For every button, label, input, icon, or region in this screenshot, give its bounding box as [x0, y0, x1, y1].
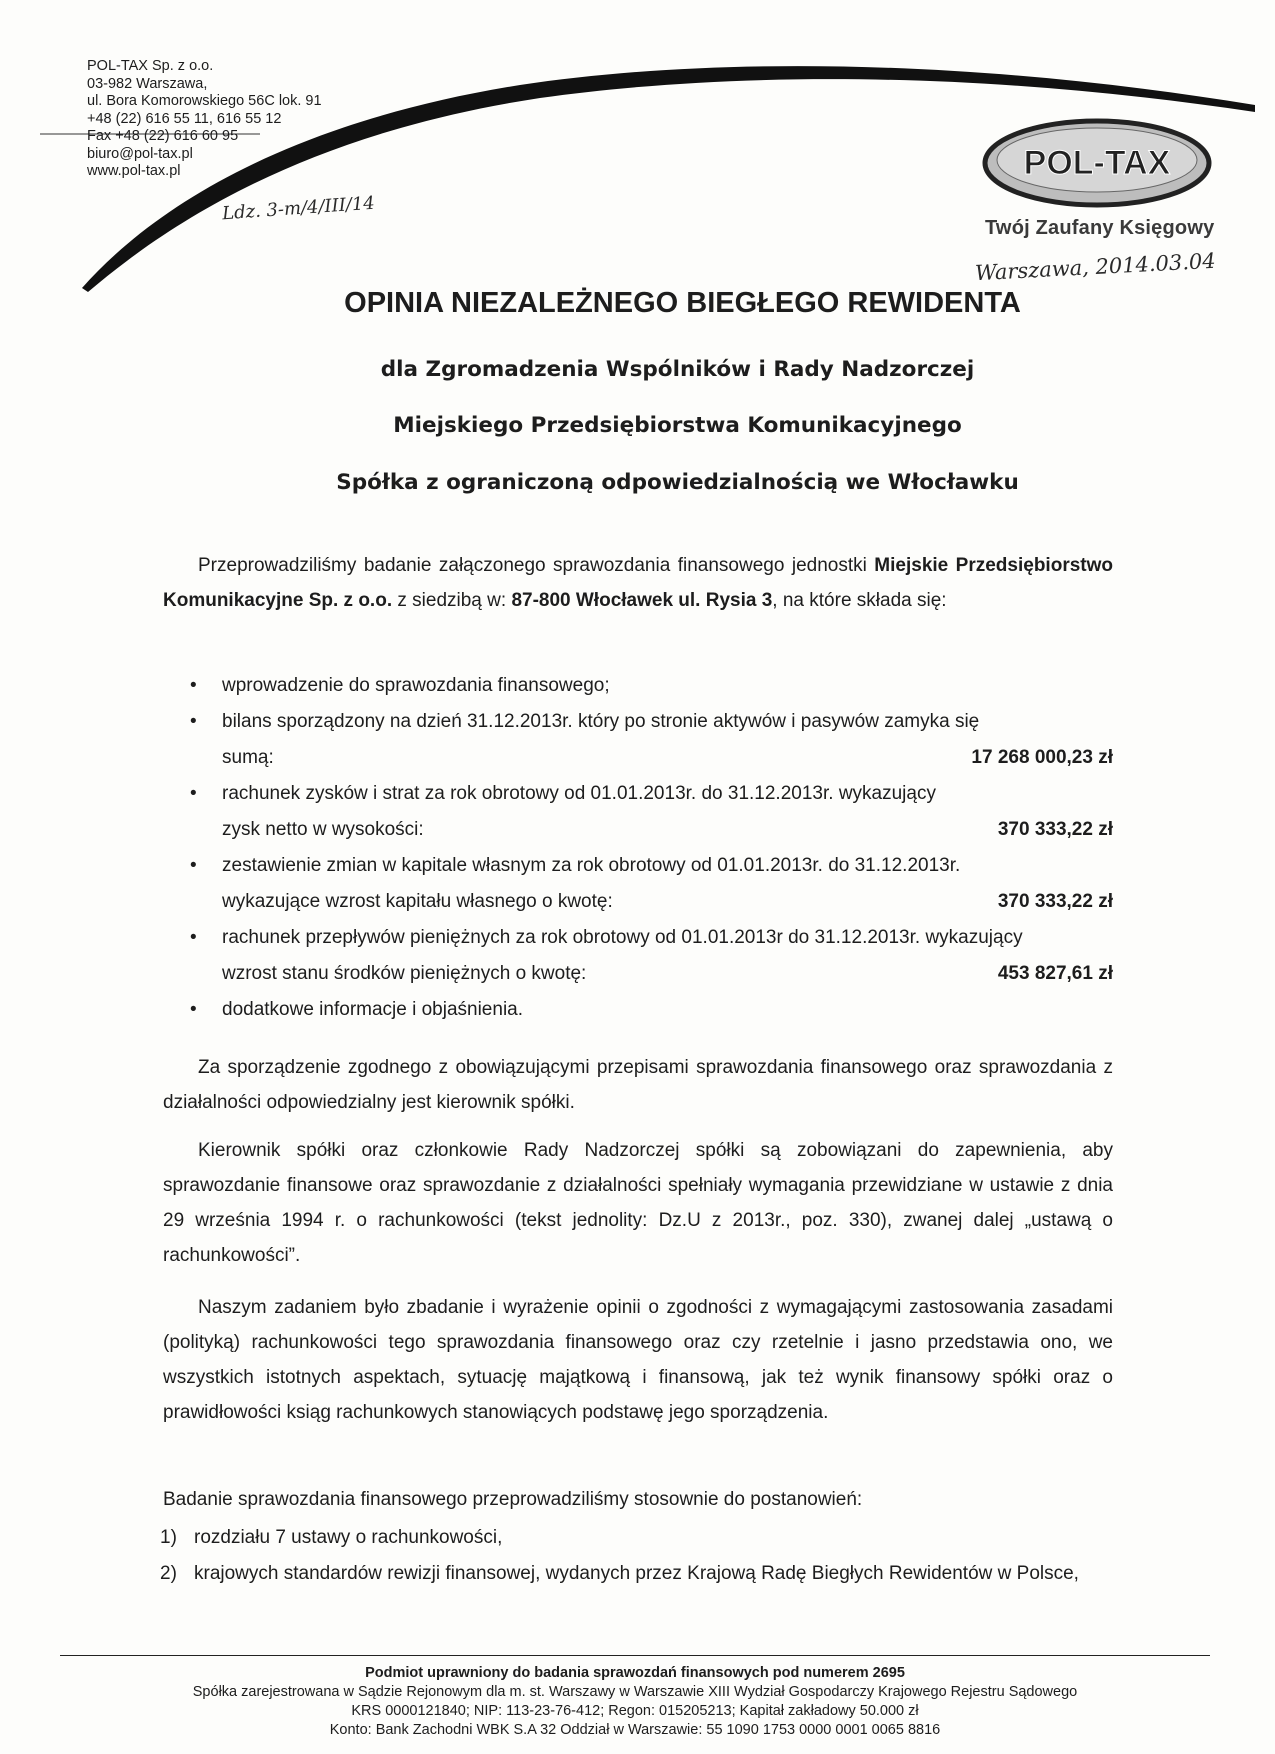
logo-tagline: Twój Zaufany Księgowy — [985, 217, 1215, 239]
cash-increase-amount: 453 827,61 zł — [997, 963, 1113, 984]
footer-line-3: KRS 0000121840; NIP: 113-23-76-412; Regon: 015205213; Kapitał zakładowy 50.000 zł — [351, 1703, 919, 1719]
subtitle-line-3: Spółka z ograniczoną odpowiedzialnością we Włocławku — [336, 470, 1019, 495]
list-item: • bilans sporządzony na dzień 31.12.2013r. który po stronie aktywów i pasywów zamyka się sumą: 17 268 000,23 zł — [190, 704, 1113, 776]
list-item: • zestawienie zmian w kapitale własnym za rok obrotowy od 01.01.2013r. do 31.12.2013r. wykazujące wzrost kapitału własnego o kwotę: 370 333,22 zł — [190, 848, 1113, 920]
equity-increase-amount: 370 333,22 zł — [997, 891, 1113, 912]
list-item: • rachunek przepływów pieniężnych za rok obrotowy od 01.01.2013r do 31.12.2013r. wykazujący wzrost stanu środków pieniężnych o kwotę: 453 827,61 zł — [190, 920, 1113, 992]
handwritten-reference: Ldz. 3-m/4/III/14 — [221, 192, 376, 225]
document-title: OPINIA NIEZALEŻNEGO BIEGŁEGO REWIDENTA — [344, 287, 1021, 319]
company-website: www.pol-tax.pl — [87, 163, 181, 179]
basis-paragraph: Badanie sprawozdania finansowego przeprowadziliśmy stosownie do postanowień: — [163, 1489, 863, 1510]
obligation-paragraph: Kierownik spółki oraz członkowie Rady Nadzorczej spółki są zobowiązani do zapewnienia, aby sprawozdanie finansowe oraz sprawozdanie z działalności spełniały wymagania przewidziane w ustawie z dnia 29 września 1994 r. o rachunkowości (tekst jednolity: Dz.U z 2013r., poz. 330), zwanej dalej „ustawą o rachunkowości”. — [163, 1140, 1113, 1266]
pol-tax-logo — [975, 118, 1215, 228]
company-address-block — [87, 58, 322, 181]
footer-line-4: Konto: Bank Zachodni WBK S.A 32 Oddział w Warszawie: 55 1090 1753 0000 0001 0065 8816 — [329, 1722, 941, 1738]
subtitle-line-2: Miejskiego Przedsiębiorstwa Komunikacyjnego — [393, 413, 962, 438]
list-item: • dodatkowe informacje i objaśnienia. — [190, 992, 1113, 1028]
subtitle-line-1: dla Zgromadzenia Wspólników i Rady Nadzorczej — [380, 357, 975, 382]
handwritten-date: Warszawa, 2014.03.04 — [974, 248, 1217, 286]
statement-components-list — [190, 668, 1113, 1028]
company-street: ul. Bora Komorowskiego 56C lok. 91 — [87, 93, 322, 109]
intro-paragraph: Przeprowadziliśmy badanie załączonego sprawozdania finansowego jednostki Miejskie Przedsiębiorstwo Komunikacyjne Sp. z o.o. z siedzibą w: 87-800 Włocławek ul. Rysia 3, na które składa się: — [163, 555, 1113, 611]
responsibility-paragraph: Za sporządzenie zgodnego z obowiązującymi przepisami sprawozdania finansowego oraz sprawozdania z działalności odpowiedzialny jest kierownik spółki. — [163, 1057, 1113, 1113]
net-profit-amount: 370 333,22 zł — [997, 819, 1113, 840]
footer-divider — [60, 1655, 1210, 1656]
company-phone: +48 (22) 616 55 11, 616 55 12 — [87, 110, 282, 127]
footer-line-2: Spółka zarejestrowana w Sądzie Rejonowym dla m. st. Warszawy w Warszawie XIII Wydział Gospodarczy Krajowego Rejestru Sądowego — [192, 1684, 1078, 1700]
list-item: • wprowadzenie do sprawozdania finansowego; — [190, 668, 1113, 704]
company-city: 03-982 Warszawa, — [87, 75, 208, 92]
balance-sum-amount: 17 268 000,23 zł — [971, 747, 1113, 768]
logo-text: POL-TAX — [1023, 144, 1171, 182]
company-email: biuro@pol-tax.pl — [87, 145, 193, 162]
list-item: 2) krajowych standardów rewizji finansowej, wydanych przez Krajową Radę Biegłych Rewidentów w Polsce, — [160, 1563, 1079, 1584]
footer — [60, 1664, 1210, 1740]
list-item: • rachunek zysków i strat za rok obrotowy od 01.01.2013r. do 31.12.2013r. wykazujący zysk netto w wysokości: 370 333,22 zł — [190, 776, 1113, 848]
footer-line-1: Podmiot uprawniony do badania sprawozdań finansowych pod numerem 2695 — [365, 1665, 905, 1681]
company-name: POL-TAX Sp. z o.o. — [87, 58, 214, 74]
basis-list — [160, 1520, 1113, 1592]
company-fax: Fax +48 (22) 616 60 95 — [87, 128, 239, 144]
list-item: 1) rozdziału 7 ustawy o rachunkowości, — [160, 1527, 503, 1548]
task-paragraph: Naszym zadaniem było zbadanie i wyrażenie opinii o zgodności z wymagającymi zastosowania zasadami (polityką) rachunkowości tego sprawozdania finansowego oraz czy rzetelnie i jasno przedstawia ono, we wszystkich istotnych aspektach, sytuację majątkową i finansową, jak też wynik finansowy spółki oraz o prawidłowości ksiąg rachunkowych stanowiących podstawę jego sporządzenia. — [163, 1297, 1113, 1423]
